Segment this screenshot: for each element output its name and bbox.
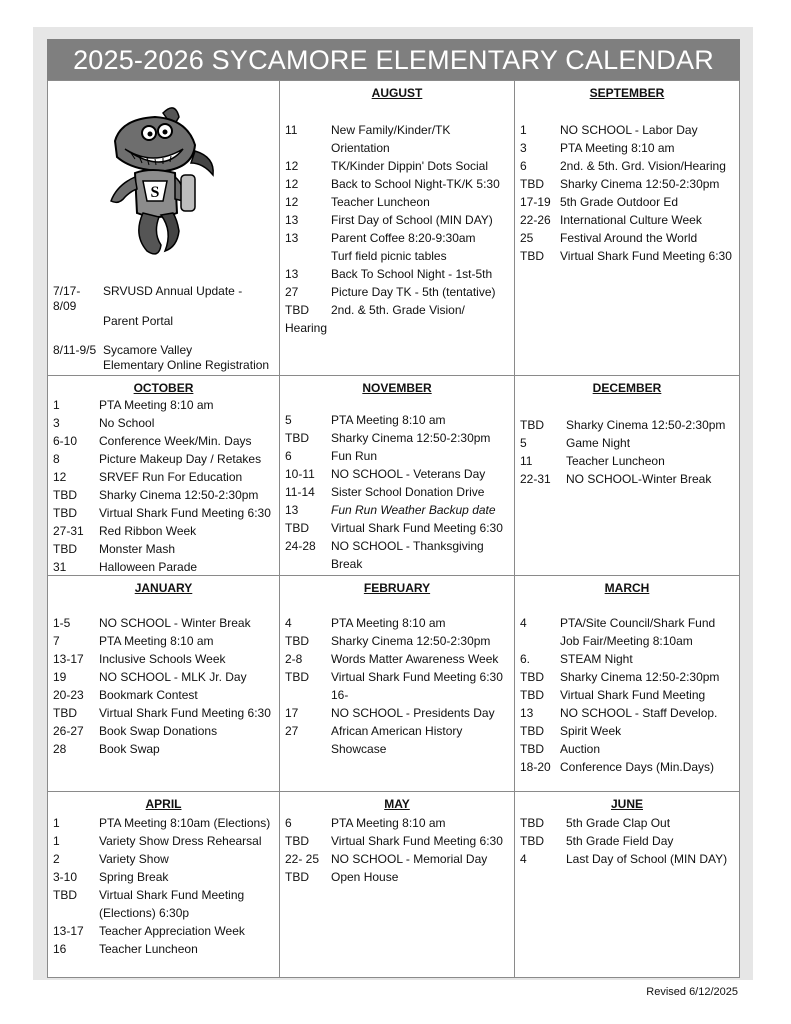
event-row: [285, 429, 510, 447]
event-date: 16: [53, 942, 67, 956]
event-date: 11-14: [285, 485, 315, 499]
event-text: PTA Meeting 8:10 am: [331, 413, 446, 427]
event-date: 28: [53, 742, 67, 756]
event-row: [53, 686, 275, 704]
event-row: [53, 540, 275, 558]
event-date: 2-8: [285, 652, 303, 666]
month-cell-august: [280, 81, 515, 376]
event-row: [53, 832, 275, 850]
event-date: 13: [285, 231, 299, 245]
event-row: [285, 668, 510, 704]
event-text: Virtual Shark Fund Meeting 6:30: [331, 521, 503, 535]
event-date: 6-10: [53, 434, 78, 448]
event-text: Bookmark Contest: [99, 688, 198, 702]
event-date: TBD: [520, 816, 544, 830]
event-row: [520, 614, 735, 632]
intro-text-line2: Parent Portal: [103, 314, 174, 328]
event-list: [520, 614, 735, 776]
event-date: 17-19: [520, 195, 551, 209]
event-date: 24-28: [285, 539, 316, 553]
event-date: 13-17: [53, 652, 84, 666]
event-date: TBD: [285, 634, 309, 648]
event-date: TBD: [285, 870, 309, 884]
event-row: [53, 722, 275, 740]
event-date: 27-31: [53, 524, 84, 538]
event-list: [520, 814, 735, 868]
month-heading: SEPTEMBER: [589, 86, 665, 100]
month-cell-december: [515, 376, 739, 576]
event-text: NO SCHOOL - MLK Jr. Day: [99, 670, 247, 684]
event-date: 6.: [520, 652, 531, 666]
event-text: Monster Mash: [99, 542, 176, 556]
event-date: 4: [285, 616, 292, 630]
event-date: 3: [520, 141, 527, 155]
event-date: 5: [285, 413, 292, 427]
event-text: Orientation: [331, 141, 390, 155]
event-row: [285, 193, 510, 211]
event-date: 4: [520, 852, 527, 866]
event-text: Virtual Shark Fund Meeting 6:30 16-: [331, 670, 503, 702]
event-text: International Culture Week: [560, 213, 702, 227]
event-date: 4: [520, 616, 527, 630]
event-text: PTA Meeting 8:10 am: [99, 398, 214, 412]
event-date: 1: [53, 834, 60, 848]
event-date: TBD: [285, 431, 309, 445]
event-date: [520, 632, 560, 650]
calendar-grid: [47, 80, 740, 978]
month-cell-september: [515, 81, 739, 376]
event-date: 1: [520, 123, 527, 137]
event-text: Spring Break: [99, 870, 169, 884]
event-date: TBD: [53, 888, 77, 902]
event-row: [285, 247, 510, 265]
event-date: 13-17: [53, 924, 84, 938]
event-list: [520, 416, 735, 488]
event-row: [285, 283, 510, 301]
event-date: 22- 25: [285, 852, 320, 866]
event-row: [285, 175, 510, 193]
event-date: TBD: [520, 742, 544, 756]
event-row: [520, 832, 735, 850]
event-list: [53, 814, 275, 958]
month-cell-may: [280, 792, 515, 977]
event-date: 1-5: [53, 616, 71, 630]
event-row: [285, 519, 510, 537]
event-row: [520, 758, 735, 776]
event-row: [520, 229, 735, 247]
event-row: [53, 668, 275, 686]
event-date: 6: [520, 159, 527, 173]
event-text: Book Swap Donations: [99, 724, 218, 738]
event-row: [285, 265, 510, 283]
event-date: 27: [285, 724, 299, 738]
month-cell-february: [280, 576, 515, 792]
event-row: [53, 704, 275, 722]
event-date: 12: [285, 195, 299, 209]
event-list: [53, 614, 275, 758]
event-date: TBD: [520, 688, 544, 702]
event-row: [520, 175, 735, 193]
event-date: TBD: [520, 834, 544, 848]
month-cell-april: [48, 792, 280, 977]
event-text: Virtual Shark Fund Meeting 6:30: [560, 249, 732, 263]
event-row: [520, 722, 735, 740]
event-list: [285, 411, 510, 573]
event-date: 25: [520, 231, 534, 245]
event-date: 19: [53, 670, 67, 684]
event-text: Back To School Night - 1st-5th: [331, 267, 493, 281]
event-date: 17: [285, 706, 299, 720]
event-text: Virtual Shark Fund Meeting: [99, 888, 245, 902]
event-date: 3: [53, 416, 60, 430]
event-text: NO SCHOOL-Winter Break: [566, 472, 712, 486]
event-text: 5th Grade Clap Out: [566, 816, 671, 830]
event-row: [53, 904, 275, 922]
event-text: Sharky Cinema 12:50-2:30pm: [566, 418, 726, 432]
event-text: Fun Run: [331, 449, 378, 463]
event-row: [520, 686, 735, 704]
event-list: [285, 814, 510, 886]
event-text: Open House: [331, 870, 399, 884]
event-row: [53, 632, 275, 650]
event-text: New Family/Kinder/TK: [331, 123, 451, 137]
month-heading: JANUARY: [134, 581, 193, 595]
event-text: Sharky Cinema 12:50-2:30pm: [331, 634, 491, 648]
event-row: [520, 814, 735, 832]
event-row: [520, 650, 735, 668]
event-date: 6: [285, 816, 292, 830]
event-date: TBD: [285, 303, 309, 317]
month-cell-october: [48, 376, 280, 576]
event-text: No School: [99, 416, 155, 430]
event-date: TBD: [53, 706, 77, 720]
event-text: (Elections) 6:30p: [99, 906, 190, 920]
event-row: [285, 650, 510, 668]
event-date: TBD: [53, 542, 77, 556]
intro-text: Sycamore Valley: [103, 343, 193, 357]
event-date: 10-11: [285, 467, 315, 481]
event-text: Variety Show: [99, 852, 169, 866]
event-text: Last Day of School (MIN DAY): [566, 852, 728, 866]
event-date: TBD: [285, 834, 309, 848]
event-date: 27: [285, 285, 299, 299]
event-date: TBD: [520, 249, 544, 263]
event-row: [53, 468, 275, 486]
month-cell-january: [48, 576, 280, 792]
event-row: [285, 740, 510, 758]
event-row: [285, 868, 510, 886]
event-row: [53, 432, 275, 450]
event-row: [53, 868, 275, 886]
month-heading: OCTOBER: [133, 381, 194, 395]
event-date: 11: [285, 123, 298, 137]
event-text: Sharky Cinema 12:50-2:30pm: [560, 670, 720, 684]
event-text: NO SCHOOL - Thanksgiving Break: [331, 539, 484, 571]
event-text: Virtual Shark Fund Meeting 6:30: [99, 506, 271, 520]
event-row: [520, 157, 735, 175]
event-row: [520, 121, 735, 139]
event-row: [285, 501, 510, 519]
event-date: 7: [53, 634, 60, 648]
event-date: 13: [285, 267, 299, 281]
event-row: [53, 850, 275, 868]
event-text: PTA Meeting 8:10 am: [99, 634, 214, 648]
event-row: [53, 450, 275, 468]
event-text: 5th Grade Field Day: [566, 834, 674, 848]
event-date: [285, 740, 331, 758]
month-heading: FEBRUARY: [363, 581, 431, 595]
event-text: Halloween Parade: [99, 560, 198, 574]
event-text: Book Swap: [99, 742, 160, 756]
intro-events: [53, 284, 275, 387]
shark-mascot-icon: [103, 101, 218, 261]
event-text: NO SCHOOL - Memorial Day: [331, 852, 488, 866]
event-row: [520, 632, 735, 650]
event-text: Showcase: [331, 742, 387, 756]
event-date: TBD: [520, 177, 544, 191]
event-text: Virtual Shark Fund Meeting 6:30: [331, 834, 503, 848]
intro-item: [53, 284, 275, 329]
event-row: [53, 650, 275, 668]
event-text: 2nd. & 5th. Grd. Vision/Hearing: [560, 159, 726, 173]
event-row: [285, 139, 510, 157]
event-date: TBD: [520, 670, 544, 684]
event-text: Virtual Shark Fund Meeting: [560, 688, 706, 702]
event-row: [285, 157, 510, 175]
event-row: [53, 814, 275, 832]
event-date: 1: [53, 398, 60, 412]
event-text: NO SCHOOL - Presidents Day: [331, 706, 495, 720]
event-text: Conference Week/Min. Days: [99, 434, 252, 448]
event-list: [285, 121, 510, 337]
event-row: [285, 483, 510, 501]
event-text: PTA Meeting 8:10 am: [560, 141, 675, 155]
month-heading: JUNE: [610, 797, 643, 811]
event-text: PTA/Site Council/Shark Fund: [560, 616, 716, 630]
event-date: 5: [520, 436, 527, 450]
event-row: [285, 704, 510, 722]
event-text: PTA Meeting 8:10 am: [331, 816, 446, 830]
event-text: Inclusive Schools Week: [99, 652, 226, 666]
intro-cell: [48, 81, 280, 376]
event-row: [520, 704, 735, 722]
event-date: 2: [53, 852, 60, 866]
event-list: [285, 614, 510, 758]
event-date: TBD: [520, 418, 544, 432]
event-row: [53, 886, 275, 904]
event-text: Picture Day TK - 5th (tentative): [331, 285, 496, 299]
intro-date: 8/11-9/5: [53, 343, 97, 357]
event-date: 11: [520, 454, 533, 468]
month-heading: NOVEMBER: [362, 381, 432, 395]
event-text: Words Matter Awareness Week: [331, 652, 499, 666]
event-row: [520, 452, 735, 470]
event-row: [285, 229, 510, 247]
event-date: TBD: [520, 724, 544, 738]
event-row: [53, 614, 275, 632]
event-date: 12: [53, 470, 67, 484]
intro-text-line2: Elementary Online Registration: [103, 358, 270, 372]
event-row: [53, 486, 275, 504]
event-text: NO SCHOOL - Veterans Day: [331, 467, 486, 481]
event-row: [53, 522, 275, 540]
revised-date: Revised 6/12/2025: [646, 986, 738, 998]
event-text: Conference Days (Min.Days): [560, 760, 715, 774]
month-heading: APRIL: [145, 797, 182, 811]
month-heading: MAY: [384, 797, 410, 811]
event-row: [285, 722, 510, 740]
intro-item: [53, 343, 275, 373]
event-row: [53, 940, 275, 958]
event-text: 5th Grade Outdoor Ed: [560, 195, 679, 209]
event-text: Spirit Week: [560, 724, 622, 738]
month-cell-march: [515, 576, 739, 792]
event-text: PTA Meeting 8:10am (Elections): [99, 816, 271, 830]
event-date: 1: [53, 816, 60, 830]
event-row: [520, 193, 735, 211]
event-row: [53, 414, 275, 432]
event-date: 18-20: [520, 760, 551, 774]
event-text: Sharky Cinema 12:50-2:30pm: [331, 431, 491, 445]
event-text: NO SCHOOL - Staff Develop.: [560, 706, 718, 720]
intro-date: 7/17-8/09: [53, 284, 81, 313]
event-row: [285, 211, 510, 229]
event-text: African American History: [331, 724, 463, 738]
event-row: [285, 121, 510, 139]
event-date: [285, 247, 331, 265]
event-date: 22-31: [520, 472, 551, 486]
event-text: Parent Coffee 8:20-9:30am: [331, 231, 476, 245]
event-text: Virtual Shark Fund Meeting 6:30: [99, 706, 271, 720]
event-date: 3-10: [53, 870, 78, 884]
event-row: [285, 814, 510, 832]
event-text: Teacher Appreciation Week: [99, 924, 245, 938]
month-cell-june: [515, 792, 739, 977]
event-row: [285, 614, 510, 632]
event-row: [520, 434, 735, 452]
event-row: [53, 504, 275, 522]
event-row: [53, 922, 275, 940]
event-date: 12: [285, 177, 299, 191]
event-row: [520, 247, 735, 265]
event-text: Red Ribbon Week: [99, 524, 197, 538]
month-heading: DECEMBER: [592, 381, 662, 395]
event-date: 22-26: [520, 213, 551, 227]
event-date: 26-27: [53, 724, 84, 738]
calendar-title: 2025-2026 SYCAMORE ELEMENTARY CALENDAR: [47, 39, 740, 80]
event-text: Back to School Night-TK/K 5:30: [331, 177, 500, 191]
event-text: Variety Show Dress Rehearsal: [99, 834, 262, 848]
event-text: Auction: [560, 742, 601, 756]
svg-text:S: S: [150, 184, 160, 201]
event-date: 13: [285, 503, 299, 517]
event-text: Festival Around the World: [560, 231, 698, 245]
event-date: TBD: [285, 670, 309, 684]
event-text: PTA Meeting 8:10 am: [331, 616, 446, 630]
event-date: [53, 904, 99, 922]
event-text: NO SCHOOL - Labor Day: [560, 123, 698, 137]
intro-text: SRVUSD Annual Update -: [103, 284, 243, 298]
event-row: [285, 632, 510, 650]
event-text: TK/Kinder Dippin' Dots Social: [331, 159, 489, 173]
event-date: 13: [285, 213, 299, 227]
event-row: [285, 319, 510, 337]
event-text: Turf field picnic tables: [331, 249, 447, 263]
event-text: Game Night: [566, 436, 631, 450]
event-text: Sharky Cinema 12:50-2:30pm: [560, 177, 720, 191]
event-date: TBD: [53, 506, 77, 520]
event-row: [285, 411, 510, 429]
event-row: [285, 447, 510, 465]
event-date: [285, 139, 331, 157]
event-date: 20-23: [53, 688, 84, 702]
month-heading: AUGUST: [371, 86, 423, 100]
event-text: Teacher Luncheon: [99, 942, 198, 956]
event-row: [285, 301, 510, 319]
event-text: Hearing: [285, 321, 328, 335]
event-date: TBD: [53, 488, 77, 502]
event-row: [285, 537, 510, 573]
event-text: Teacher Luncheon: [566, 454, 665, 468]
event-row: [285, 850, 510, 868]
event-row: [520, 139, 735, 157]
event-row: [520, 470, 735, 488]
event-row: [285, 832, 510, 850]
event-date: 13: [520, 706, 534, 720]
event-row: [53, 396, 275, 414]
event-list: [520, 121, 735, 265]
event-row: [520, 416, 735, 434]
event-row: [53, 558, 275, 576]
event-text: Sister School Donation Drive: [331, 485, 485, 499]
event-date: 8: [53, 452, 60, 466]
event-date: 31: [53, 560, 67, 574]
event-row: [285, 465, 510, 483]
event-text: Teacher Luncheon: [331, 195, 430, 209]
event-row: [53, 740, 275, 758]
event-date: TBD: [285, 521, 309, 535]
event-text: NO SCHOOL - Winter Break: [99, 616, 251, 630]
event-row: [520, 668, 735, 686]
event-text: Job Fair/Meeting 8:10am: [560, 634, 693, 648]
event-date: 12: [285, 159, 299, 173]
month-heading: MARCH: [604, 581, 650, 595]
event-text: Picture Makeup Day / Retakes: [99, 452, 262, 466]
event-text: Fun Run Weather Backup date: [331, 503, 496, 517]
event-text: Sharky Cinema 12:50-2:30pm: [99, 488, 259, 502]
event-list: [53, 396, 275, 576]
event-text: 2nd. & 5th. Grade Vision/: [331, 303, 465, 317]
event-text: STEAM Night: [560, 652, 633, 666]
event-text: First Day of School (MIN DAY): [331, 213, 493, 227]
event-date: 6: [285, 449, 292, 463]
event-row: [520, 740, 735, 758]
event-row: [520, 850, 735, 868]
event-row: [520, 211, 735, 229]
month-cell-november: [280, 376, 515, 576]
event-text: SRVEF Run For Education: [99, 470, 243, 484]
